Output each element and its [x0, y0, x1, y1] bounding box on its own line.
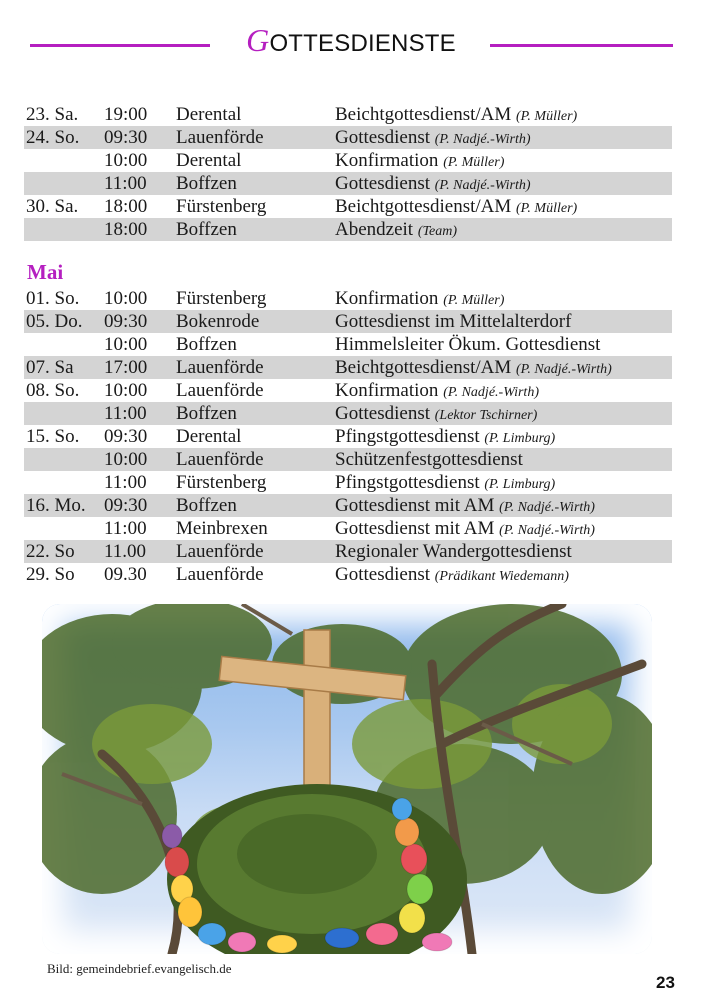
service-date: 23. Sa.: [26, 104, 79, 125]
service-event-name: Pfingstgottesdienst: [335, 426, 480, 447]
service-time: 09.30: [104, 564, 147, 585]
service-place: Boffzen: [176, 173, 237, 194]
service-officiant: (P. Müller): [516, 201, 578, 216]
service-event-name: Beichtgottesdienst/AM: [335, 357, 512, 378]
service-event: [335, 494, 595, 519]
service-row: [24, 103, 672, 126]
service-date: 01. So.: [26, 288, 80, 309]
service-date: 15. So.: [26, 426, 80, 447]
service-officiant: (P. Nadjé.-Wirth): [434, 132, 531, 147]
service-event: [335, 402, 537, 427]
service-event: [335, 356, 612, 381]
service-row: [24, 471, 672, 494]
service-officiant: (P. Nadjé.-Wirth): [499, 500, 595, 515]
service-event: [335, 563, 569, 588]
service-date: 08. So.: [26, 380, 80, 401]
service-officiant: (P. Müller): [516, 109, 578, 124]
schedule-may: [24, 287, 672, 586]
service-place: Fürstenberg: [176, 288, 267, 309]
service-event: [335, 172, 531, 197]
service-place: Lauenförde: [176, 449, 264, 470]
service-place: Boffzen: [176, 403, 237, 424]
service-officiant: (Team): [417, 224, 457, 239]
service-place: Boffzen: [176, 495, 237, 516]
service-officiant: (P. Müller): [443, 293, 505, 308]
service-date: 30. Sa.: [26, 196, 79, 217]
header-rule-right: [490, 44, 673, 47]
service-place: Fürstenberg: [176, 472, 267, 493]
service-time: 10:00: [104, 380, 148, 401]
month-heading-may: Mai: [27, 260, 64, 284]
service-event: [335, 471, 555, 496]
service-event-name: Konfirmation: [335, 150, 439, 171]
service-time: 10:00: [104, 449, 148, 470]
service-event-name: Beichtgottesdienst/AM: [335, 104, 512, 125]
service-place: Derental: [176, 150, 242, 171]
service-event: [335, 425, 555, 450]
service-date: 16. Mo.: [26, 495, 86, 516]
service-event: [335, 287, 504, 312]
service-officiant: (P. Nadjé.-Wirth): [499, 523, 595, 538]
service-place: Derental: [176, 426, 242, 447]
service-event-name: Konfirmation: [335, 288, 439, 309]
service-event-name: Himmelsleiter Ökum. Gottesdienst: [335, 334, 601, 355]
service-event: [335, 218, 457, 243]
title-rest: OTTESDIENSTE: [269, 30, 456, 57]
service-event-name: Gottesdienst: [335, 564, 430, 585]
service-event-name: Gottesdienst mit AM: [335, 495, 495, 516]
service-time: 11:00: [104, 518, 147, 539]
service-event: [335, 310, 571, 333]
service-event-name: Gottesdienst im Mittelalterdorf: [335, 311, 572, 332]
service-row: [24, 517, 672, 540]
service-place: Lauenförde: [176, 380, 264, 401]
service-event: [335, 540, 572, 563]
service-row: [24, 172, 672, 195]
service-officiant: (P. Nadjé.-Wirth): [434, 178, 531, 193]
service-time: 09:30: [104, 426, 148, 447]
service-row: [24, 494, 672, 517]
service-officiant: (Lektor Tschirner): [434, 408, 538, 423]
service-event-name: Konfirmation: [335, 380, 439, 401]
service-place: Lauenförde: [176, 357, 264, 378]
page-header: [0, 22, 709, 62]
service-time: 10:00: [104, 334, 148, 355]
service-row: [24, 195, 672, 218]
service-time: 09:30: [104, 495, 148, 516]
service-event: [335, 195, 577, 220]
service-date: 07. Sa: [26, 357, 74, 378]
service-place: Derental: [176, 104, 242, 125]
service-event: [335, 448, 523, 471]
service-event-name: Gottesdienst: [335, 403, 430, 424]
schedule-april: [24, 103, 672, 241]
service-event-name: Gottesdienst mit AM: [335, 518, 495, 539]
service-row: [24, 540, 672, 563]
service-time: 18:00: [104, 196, 148, 217]
service-row: [24, 310, 672, 333]
service-officiant: (P. Limburg): [484, 477, 556, 492]
service-place: Lauenförde: [176, 541, 264, 562]
service-event-name: Regionaler Wandergottesdienst: [335, 541, 572, 562]
service-event: [335, 333, 600, 356]
service-date: 05. Do.: [26, 311, 83, 332]
title-initial: G: [246, 22, 270, 58]
service-time: 09:30: [104, 311, 148, 332]
service-time: 11:00: [104, 472, 147, 493]
service-row: [24, 218, 672, 241]
photo-caption: Bild: gemeindebrief.evangelisch.de: [47, 961, 232, 976]
service-row: [24, 333, 672, 356]
service-row: [24, 563, 672, 586]
service-event: [335, 379, 539, 404]
service-row: [24, 425, 672, 448]
easter-cross-photo: [42, 604, 652, 954]
service-event-name: Schützenfestgottesdienst: [335, 449, 523, 470]
service-time: 10:00: [104, 150, 148, 171]
service-date: 22. So: [26, 541, 75, 562]
service-officiant: (P. Nadjé.-Wirth): [443, 385, 539, 400]
service-place: Bokenrode: [176, 311, 260, 332]
service-officiant: (Prädikant Wiedemann): [434, 569, 569, 584]
service-event-name: Beichtgottesdienst/AM: [335, 196, 512, 217]
service-event-name: Gottesdienst: [335, 127, 430, 148]
service-place: Lauenförde: [176, 127, 264, 148]
service-place: Meinbrexen: [176, 518, 268, 539]
easter-cross-illustration: [42, 604, 652, 954]
service-row: [24, 149, 672, 172]
service-event-name: Abendzeit: [335, 219, 414, 240]
service-place: Boffzen: [176, 334, 237, 355]
service-time: 11:00: [104, 173, 147, 194]
service-time: 10:00: [104, 288, 148, 309]
service-time: 11:00: [104, 403, 147, 424]
service-row: [24, 287, 672, 310]
service-event: [335, 517, 595, 542]
service-place: Lauenförde: [176, 564, 264, 585]
page-title: [222, 22, 480, 59]
service-place: Fürstenberg: [176, 196, 267, 217]
page-number: 23: [656, 973, 675, 992]
service-time: 19:00: [104, 104, 148, 125]
service-row: [24, 126, 672, 149]
service-event-name: Gottesdienst: [335, 173, 430, 194]
service-event: [335, 126, 531, 151]
service-row: [24, 379, 672, 402]
service-time: 09:30: [104, 127, 148, 148]
service-date: 29. So: [26, 564, 75, 585]
service-officiant: (P. Müller): [443, 155, 505, 170]
service-time: 11.00: [104, 541, 147, 562]
service-date: 24. So.: [26, 127, 80, 148]
header-rule-left: [30, 44, 210, 47]
service-row: [24, 402, 672, 425]
service-officiant: (P. Limburg): [484, 431, 556, 446]
service-officiant: (P. Nadjé.-Wirth): [516, 362, 612, 377]
service-row: [24, 448, 672, 471]
service-row: [24, 356, 672, 379]
service-place: Boffzen: [176, 219, 237, 240]
service-event: [335, 149, 504, 174]
service-time: 18:00: [104, 219, 148, 240]
service-time: 17:00: [104, 357, 148, 378]
service-event-name: Pfingstgottesdienst: [335, 472, 480, 493]
service-event: [335, 103, 577, 128]
